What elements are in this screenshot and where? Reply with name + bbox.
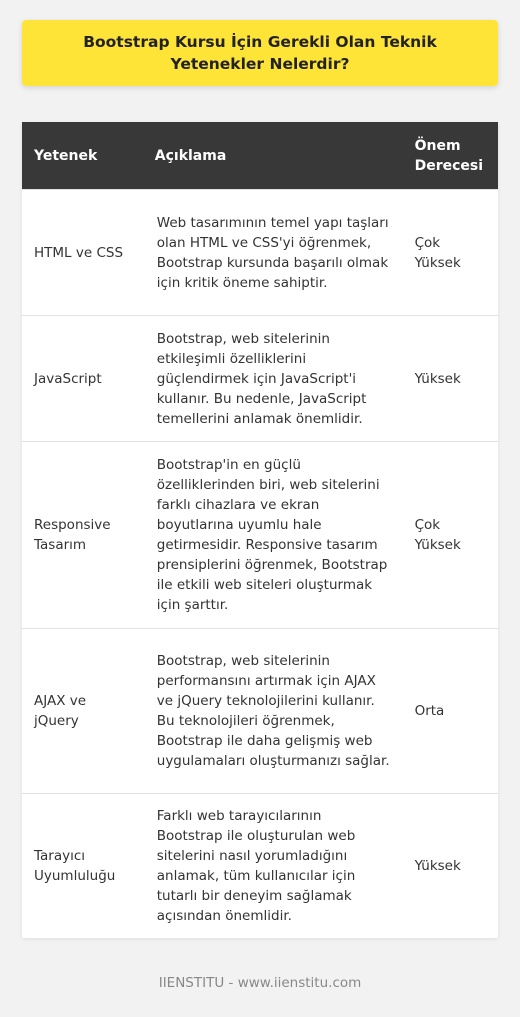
cell-description: Bootstrap'in en güçlü özelliklerinden biri, web sitelerini farklı cihazlara ve ekran boyutlarına uyumlu hale getirmesidir. Responsive tasarım prensiplerini öğrenmek, Bootstrap ile etkili web siteleri oluşturmak için şarttır. [143,442,403,629]
table-header-row [22,122,498,190]
cell-skill: Responsive Tasarım [22,442,143,629]
cell-description: Farklı web tarayıcılarının Bootstrap ile oluşturulan web sitelerini nasıl yorumladığını anlamak, tüm kullanıcılar için tutarlı bir deneyim sağlamak açısından önemlidir. [143,794,403,938]
cell-level: Orta [403,629,498,794]
cell-skill: HTML ve CSS [22,190,143,316]
table-row [22,316,498,442]
cell-skill: JavaScript [22,316,143,442]
title-banner [22,20,498,86]
table-row [22,794,498,938]
skills-table [22,122,498,938]
header-level: Önem Derecesi [403,122,498,190]
cell-level: Yüksek [403,316,498,442]
table-row [22,629,498,794]
header-description: Açıklama [143,122,403,190]
page-title: Bootstrap Kursu İçin Gerekli Olan Teknik Yetenekler Nelerdir? [83,33,437,73]
cell-skill: AJAX ve jQuery [22,629,143,794]
footer-credit: IIENSTITU - www.iienstitu.com [158,975,362,991]
cell-skill: Tarayıcı Uyumluluğu [22,794,143,938]
header-skill: Yetenek [22,122,143,190]
cell-level: Çok Yüksek [403,442,498,629]
table-row [22,442,498,629]
cell-description: Bootstrap, web sitelerinin performansını artırmak için AJAX ve jQuery teknolojilerini kullanır. Bu teknolojileri öğrenmek, Bootstrap ile daha gelişmiş web uygulamaları oluşturmanızı sağlar. [143,629,403,794]
cell-description: Web tasarımının temel yapı taşları olan HTML ve CSS'yi öğrenmek, Bootstrap kursunda başarılı olmak için kritik öneme sahiptir. [143,190,403,316]
cell-level: Çok Yüksek [403,190,498,316]
cell-description: Bootstrap, web sitelerinin etkileşimli özelliklerini güçlendirmek için JavaScript'i kullanır. Bu nedenle, JavaScript temellerini anlamak önemlidir. [143,316,403,442]
cell-level: Yüksek [403,794,498,938]
table-row [22,190,498,316]
